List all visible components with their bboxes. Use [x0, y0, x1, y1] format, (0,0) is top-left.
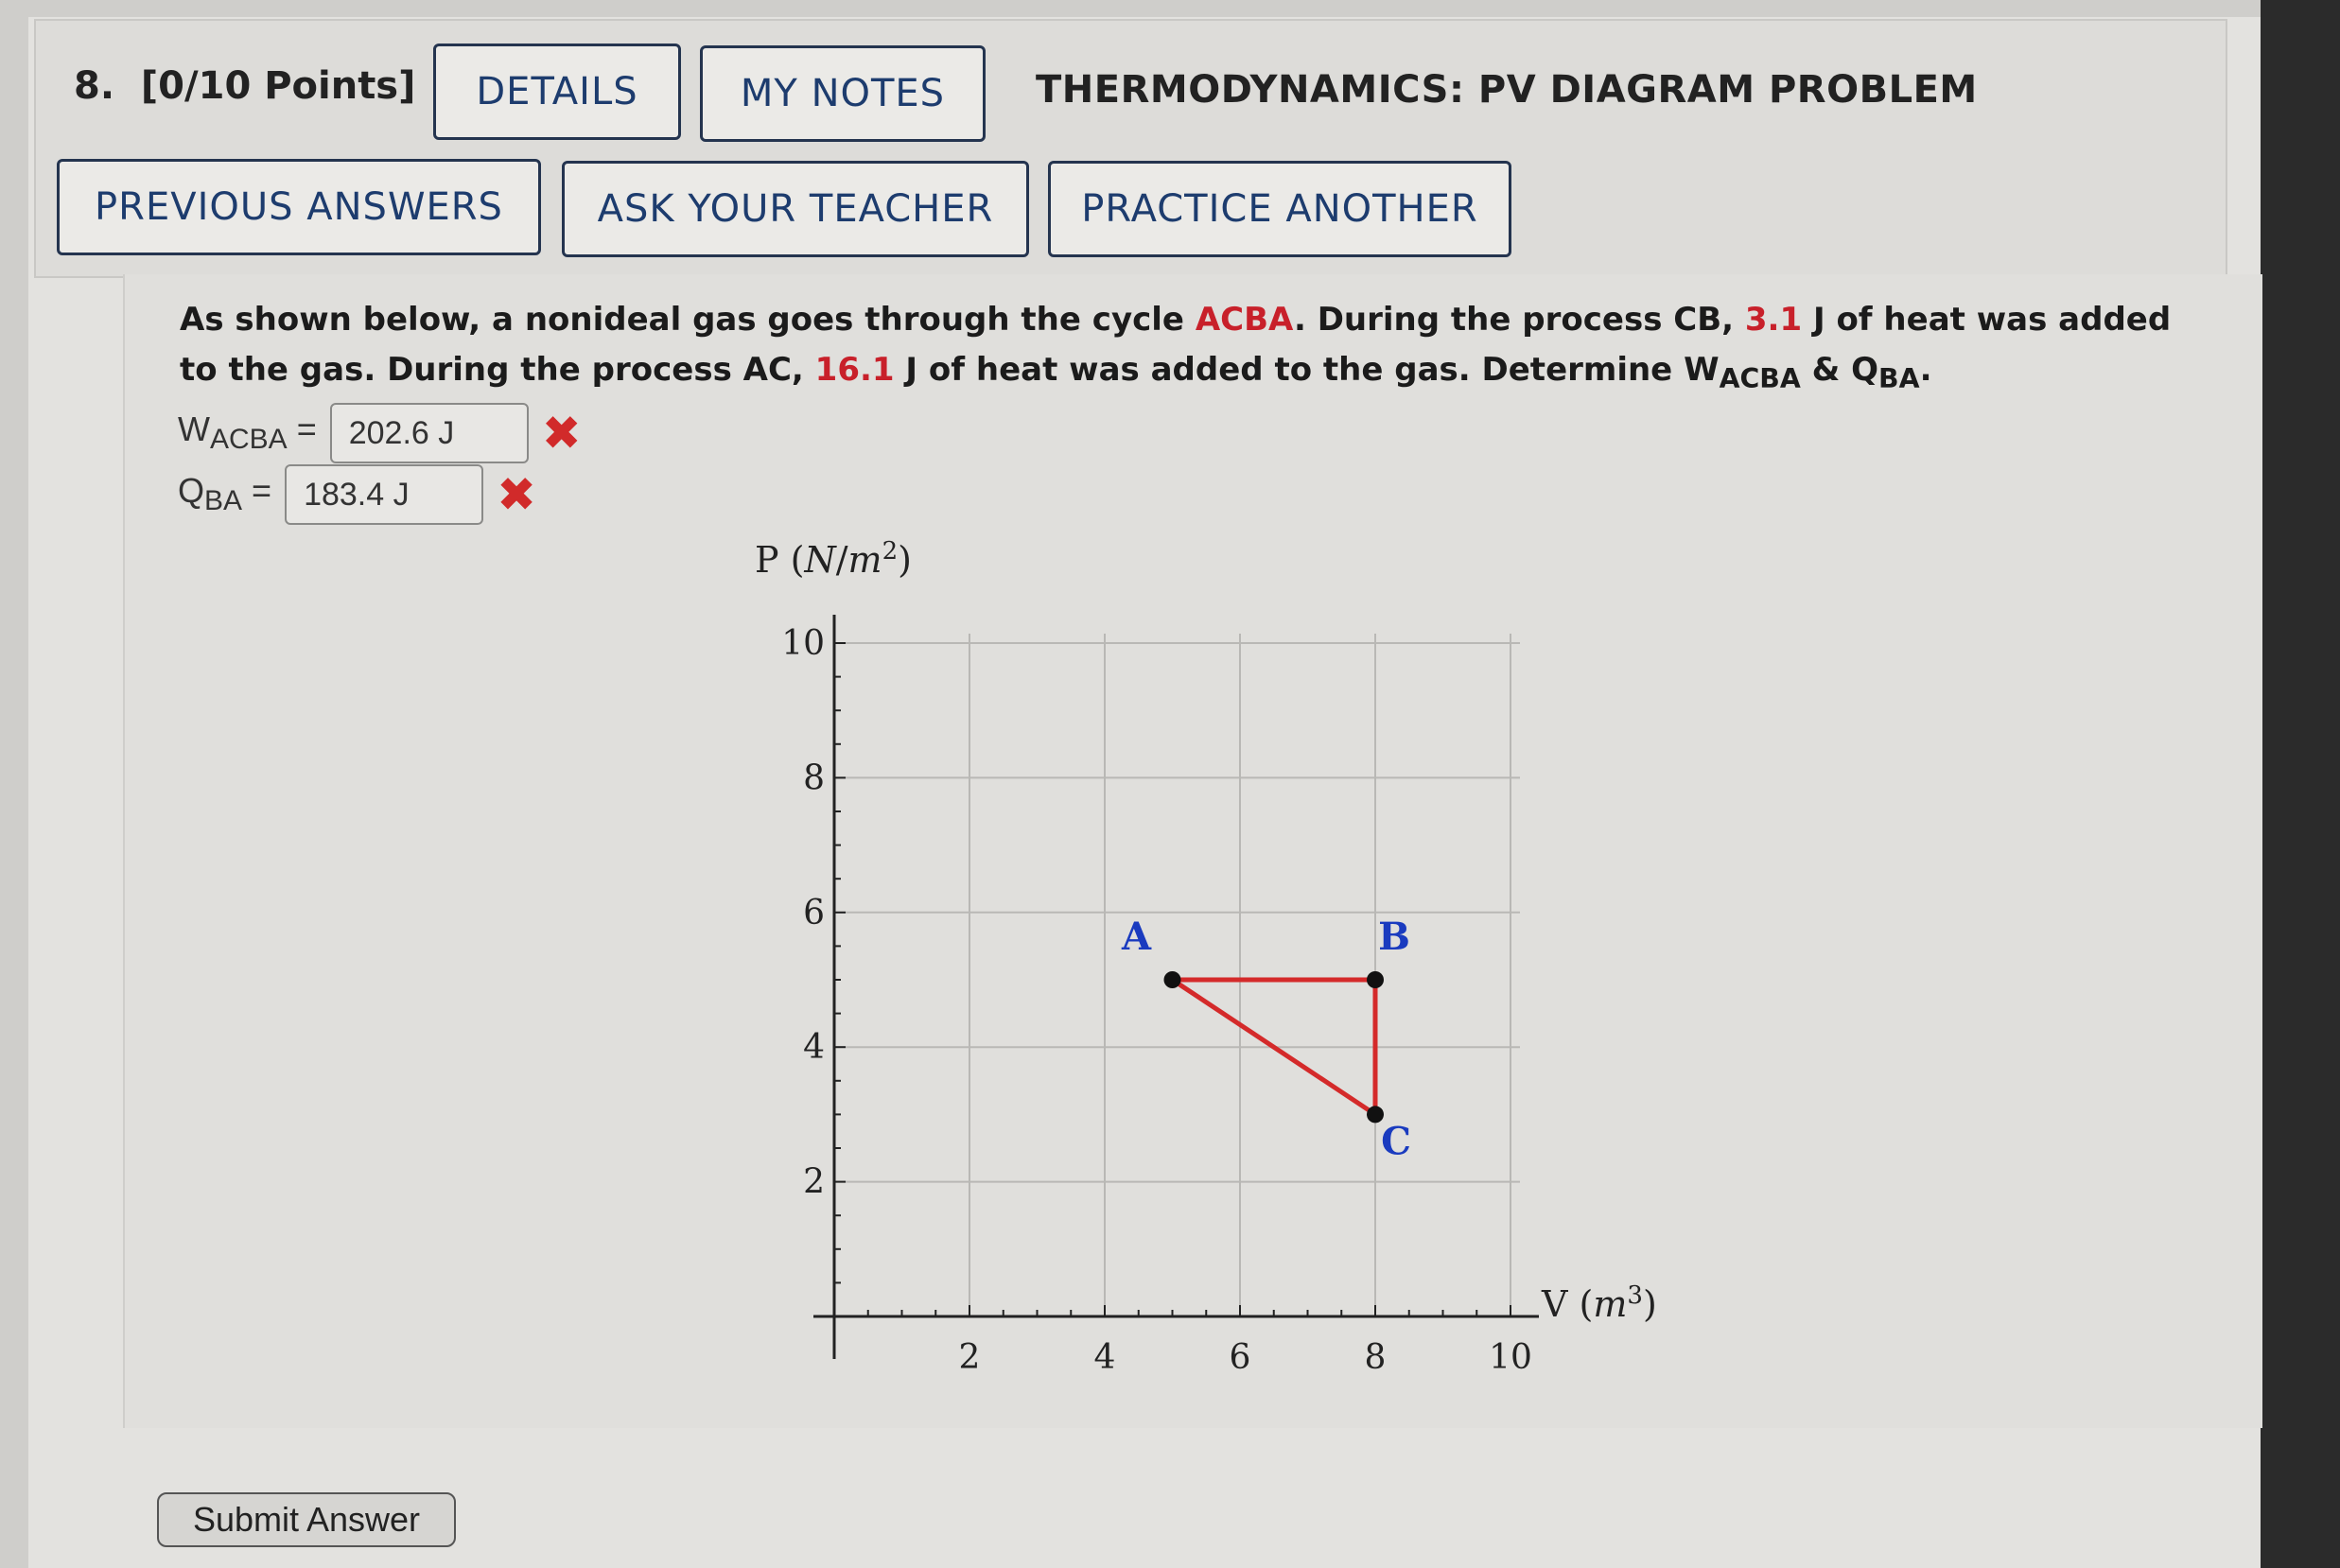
x-tick-label: 10 [1489, 1338, 1532, 1377]
incorrect-x-icon: ✖ [541, 406, 582, 461]
x-tick-label: 4 [1093, 1338, 1116, 1377]
question-number: 8. [0/10 Points] [74, 64, 416, 108]
y-tick-label: 10 [781, 624, 825, 663]
answer-row-work [178, 403, 582, 463]
point-label-c: C [1381, 1119, 1411, 1164]
y-tick-label: 4 [803, 1028, 825, 1068]
y-tick-label: 2 [803, 1162, 825, 1202]
practice-another-button[interactable]: PRACTICE ANOTHER [1048, 161, 1511, 257]
problem-statement: As shown below, a nonideal gas goes through the cycle ACBA. During the process CB, 3.1 J of heat was added to the gas. During the process AC, 16.1 J of heat was added to the gas. Determine $W_{ACBA}$ & $Q_{BA}$. [180, 301, 2172, 394]
y-axis-label: P $(N/m^2)$ [755, 537, 912, 581]
point-label-b: B [1378, 915, 1410, 959]
previous-answers-button[interactable]: PREVIOUS ANSWERS [57, 159, 541, 255]
point-a [1164, 971, 1181, 988]
answer-label-work: $W_{ACBA}$ = [178, 409, 317, 456]
x-tick-label: 6 [1229, 1338, 1251, 1377]
x-axis-label: V $(m^3)$ [1542, 1281, 1657, 1325]
y-tick-label: 6 [803, 893, 825, 932]
heat-answer-input[interactable]: 183.4 J [285, 464, 483, 525]
pv-diagram [728, 511, 1693, 1390]
point-label-a: A [1121, 915, 1152, 959]
screen-edge [2261, 0, 2340, 1568]
answer-row-heat [178, 464, 536, 525]
x-tick-label: 2 [958, 1338, 981, 1377]
x-tick-label: 8 [1364, 1338, 1387, 1377]
work-answer-input[interactable]: 202.6 J [330, 403, 529, 463]
submit-answer-button[interactable]: Submit Answer [157, 1492, 456, 1547]
points-badge: [0/10 Points] [140, 64, 416, 108]
details-button[interactable]: DETAILS [433, 44, 681, 140]
y-tick-label: 8 [803, 758, 825, 798]
point-b [1367, 971, 1384, 988]
incorrect-x-icon: ✖ [497, 467, 536, 522]
my-notes-button[interactable]: MY NOTES [700, 45, 986, 142]
question-title: THERMODYNAMICS: PV DIAGRAM PROBLEM [1036, 68, 1978, 112]
answer-label-heat: $Q_{BA}$ = [178, 471, 272, 517]
ask-your-teacher-button[interactable]: ASK YOUR TEACHER [562, 161, 1029, 257]
